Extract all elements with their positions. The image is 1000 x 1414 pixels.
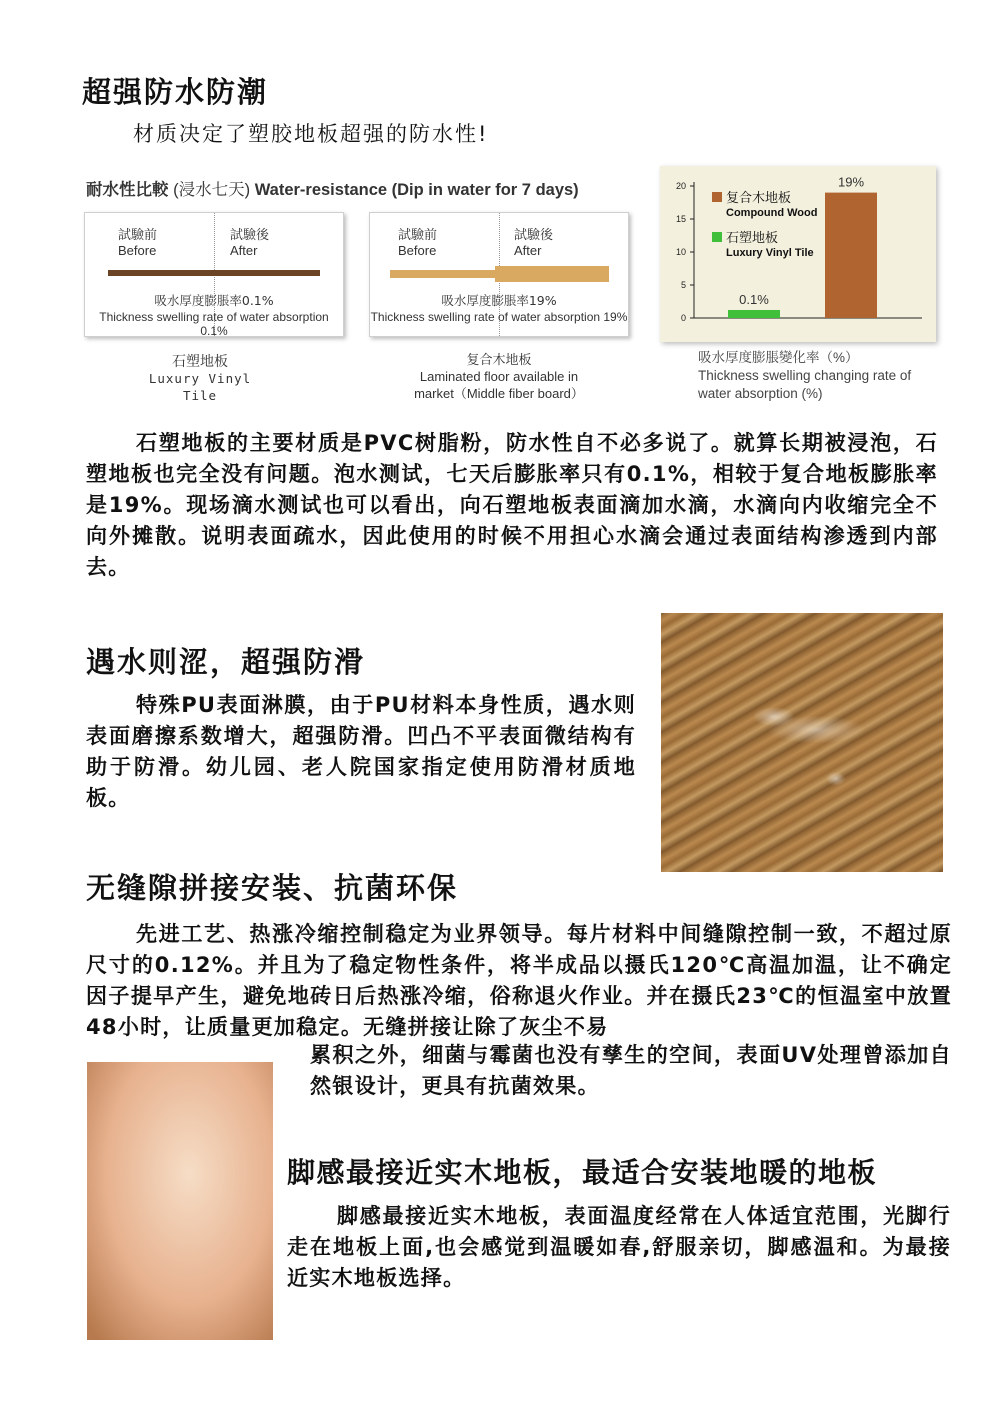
laminate-swelling-rate-en: Thickness swelling rate of water absorption 19% <box>370 310 628 324</box>
comparison-title-cn: 耐水性比較 <box>86 181 169 199</box>
waterproof-paragraph: 石塑地板的主要材质是PVC树脂粉，防水性自不必多说了。就算长期被浸泡，石塑地板也完全没有问题。泡水测试，七天后膨胀率只有0.1%，相较于复合地板膨胀率是19%。现场滴水测试也可以看出，向石塑地板表面滴加水滴，水滴向内收缩完全不向外摊散。说明表面疏水，因此使用的时候不用担心水滴会通过表面结构渗透到内部去。 <box>86 431 938 579</box>
seamless-paragraph-tail: 累积之外，细菌与霉菌也没有孳生的空间，表面UV处理曾添加自然银设计，更具有抗菌效果。 <box>310 1043 952 1098</box>
y-tick-label: 10 <box>675 247 686 257</box>
laminate-caption: 复合木地板 Laminated floor available in market（Middle fiber board） <box>414 352 584 401</box>
swelling-chart-panel <box>660 166 936 342</box>
legend-swatch <box>712 232 722 242</box>
laminate-swelling-rate-cn: 吸水厚度膨脹率19% <box>441 293 557 308</box>
lvt-caption: 石塑地板 Luxury Vinyl Tile <box>148 353 252 403</box>
section-title-antislip: 遇水则涩，超强防滑 <box>86 645 366 679</box>
y-tick-label: 15 <box>675 214 686 224</box>
lvt-swelling-rate-cn: 吸水厚度膨脹率0.1% <box>154 293 274 308</box>
chart-caption: 吸水厚度膨脹變化率（%） Thickness swelling changing rate of water absorption (%) <box>698 350 912 401</box>
water-droplets-on-wood-photo <box>661 613 943 872</box>
section-lead-waterproof: 材质决定了塑胶地板超强的防水性! <box>133 122 489 146</box>
legend-swatch <box>712 192 722 202</box>
bar-compound-wood-label: 19% <box>837 174 865 190</box>
before-label: 試驗前 Before <box>118 227 158 258</box>
before-label: 試驗前 Before <box>398 227 438 258</box>
comparison-title-en: Water-resistance (Dip in water for 7 days) <box>254 181 579 199</box>
bar-lvt-label: 0.1% <box>739 292 769 307</box>
laminate-sample-before <box>390 270 495 278</box>
bar-lvt <box>728 310 780 318</box>
lvt-swelling-rate-en: Thickness swelling rate of water absorption 0.1% <box>99 310 329 338</box>
comparison-title-paren: (浸水七天) <box>173 181 251 199</box>
comparison-title <box>86 176 579 200</box>
legend-item-lvt: 石塑地板 Luxury Vinyl Tile <box>712 232 817 260</box>
antislip-paragraph: 特殊PU表面淋膜，由于PU材料本身性质，遇水则表面磨擦系数增大，超强防滑。凹凸不平表面微结构有助于防滑。幼儿园、老人院国家指定使用防滑材质地板。 <box>86 693 636 810</box>
lvt-comparison-box <box>84 212 344 337</box>
y-tick-label: 20 <box>675 181 686 191</box>
laminate-sample-after <box>495 266 609 282</box>
seamless-paragraph: 先进工艺、热涨冷缩控制稳定为业界领导。每片材料中间缝隙控制一致，不超过原尺寸的0.12%。并且为了稳定物性条件，将半成品以摄氏120℃高温加温，让不确定因子提早产生，避免地砖日后热涨冷缩，俗称退火作业。并在摄氏23℃的恒温室中放置48小时，让质量更加稳定。无缝拼接让除了灰尘不易 <box>86 922 952 1039</box>
lvt-sample-bar <box>108 270 320 276</box>
bar-compound-wood <box>825 193 877 318</box>
after-label: 試驗後 After <box>514 227 554 258</box>
y-tick-label: 0 <box>680 313 686 323</box>
laminate-comparison-box <box>369 212 629 337</box>
section-title-seamless: 无缝隙拼接安装、抗菌环保 <box>86 871 459 905</box>
legend-item-compound-wood: 复合木地板 Compound Wood <box>712 192 817 220</box>
after-label: 試驗後 After <box>230 227 270 258</box>
section-title-waterproof: 超强防水防潮 <box>82 75 269 109</box>
warmth-paragraph: 脚感最接近实木地板，表面温度经常在人体适宜范围，光脚行走在地板上面,也会感觉到温暖如春,舒服亲切，脚感温和。为最接近实木地板选择。 <box>287 1204 951 1290</box>
bare-foot-photo <box>87 1062 273 1340</box>
y-tick-label: 5 <box>680 280 686 290</box>
chart-legend <box>712 192 817 260</box>
section-title-warmth: 脚感最接近实木地板，最适合安装地暖的地板 <box>287 1156 878 1189</box>
